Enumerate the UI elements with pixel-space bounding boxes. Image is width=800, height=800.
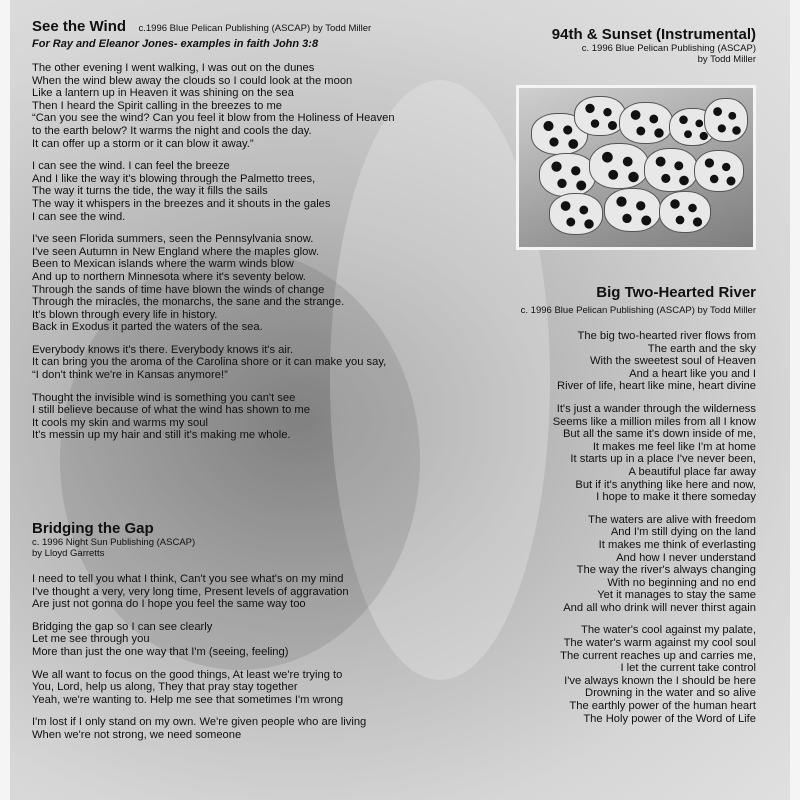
lyric-line: It's blown through every life in history. [32, 308, 218, 321]
shell-image [549, 193, 603, 235]
stanza [32, 392, 462, 442]
lyrics [32, 62, 462, 442]
lyric-line: More than just the one way that I'm (seeing, feeling) [32, 645, 289, 658]
lyric-line: Through the sands of time have blown the winds of change [32, 283, 325, 296]
lyric-line: It cools my skin and warms my soul [32, 416, 208, 429]
song-see-the-wind [32, 18, 462, 442]
lyric-line: Seems like a million miles from all I know [552, 415, 756, 428]
stanza [436, 403, 756, 504]
lyric-line: The water's cool against my palate, [580, 624, 756, 637]
stanza [32, 344, 462, 382]
lyric-line: It starts up in a place I've never been, [570, 453, 756, 466]
lyric-line: I'm lost if I only stand on my own. We're given people who are living [32, 716, 367, 729]
lyric-line: Back in Exodus it parted the waters of the sea. [32, 321, 263, 334]
seashells-photo [516, 85, 756, 250]
shell-image [704, 98, 748, 142]
stanza [436, 624, 756, 725]
lyric-line: And I like the way it's blowing through the Palmetto trees, [32, 172, 316, 185]
song-credit: c.1996 Blue Pelican Publishing (ASCAP) by Todd Miller [138, 23, 372, 34]
shell-image [694, 150, 744, 192]
shell-image [539, 153, 596, 197]
lyric-line: When we're not strong, we need someone [32, 728, 242, 741]
shell-image [644, 148, 698, 192]
left-column [32, 18, 462, 741]
song-title: 94th & Sunset (Instrumental) [551, 26, 756, 43]
stanza [32, 621, 366, 659]
lyric-line: With no beginning and no end [607, 576, 756, 589]
stanza [32, 233, 462, 334]
lyric-line: We all want to focus on the good things, At least we're trying to [32, 668, 343, 681]
lyric-line: And all who drink will never thirst again [563, 601, 756, 614]
lyric-line: I hope to make it there someday [596, 491, 756, 504]
lyric-line: I've always known the I should be here [564, 674, 756, 687]
lyric-line: I can see the wind. I can feel the breeze [32, 160, 230, 173]
lyric-line: The earthly power of the human heart [569, 700, 756, 713]
lyric-line: But all the same it's down inside of me, [562, 428, 756, 441]
lyric-line: I've seen Autumn in New England where the maples glow. [32, 245, 319, 258]
lyric-line: A beautiful place far away [628, 465, 756, 478]
lyric-line: The way the river's always changing [576, 564, 756, 577]
lyric-line: The Holy power of the Word of Life [583, 712, 756, 725]
lyric-line: The big two-hearted river flows from [577, 330, 756, 342]
lyric-line: I still believe because of what the wind has shown to me [32, 404, 310, 417]
lyric-line: “I don't think we're in Kansas anymore!” [32, 369, 228, 382]
lyric-line: The current reaches up and carries me, [560, 649, 756, 662]
song-title: Bridging the Gap [32, 520, 154, 537]
credit-line: by Lloyd Garretts [32, 548, 105, 559]
lyric-line: And I'm still dying on the land [610, 526, 756, 539]
credit-line: by Todd Miller [697, 54, 756, 65]
lyric-line: Bridging the gap so I can see clearly [32, 620, 213, 633]
lyric-line: It's messin up my hair and still it's making me whole. [32, 429, 291, 442]
lyric-line: The other evening I went walking, I was out on the dunes [32, 62, 315, 74]
lyric-line: The earth and the sky [647, 342, 756, 355]
lyric-line: With the sweetest soul of Heaven [589, 355, 756, 368]
right-column [456, 26, 756, 725]
song-credit: c. 1996 Blue Pelican Publishing (ASCAP) by Todd Miller [520, 305, 756, 316]
stanza [32, 716, 366, 741]
song-credit [32, 537, 366, 559]
shell-image [604, 188, 661, 232]
shell-image [659, 191, 711, 233]
lyric-line: It's just a wander through the wilderness [556, 402, 756, 415]
lyric-line: Yeah, we're wanting to. Help me see that sometimes I'm wrong [32, 693, 344, 706]
lyrics [32, 573, 366, 742]
stanza [436, 330, 756, 393]
credit-line: c. 1996 Night Sun Publishing (ASCAP) [32, 537, 196, 548]
lyric-line: Through the miracles, the monarchs, the sane and the strange. [32, 296, 345, 309]
lyric-line: I've seen Florida summers, seen the Pennsylvania snow. [32, 233, 314, 246]
lyric-line: I've thought a very, very long time, Present levels of aggravation [32, 585, 349, 598]
lyric-line: It can bring you the aroma of the Carolina shore or it can make you say, [32, 356, 387, 369]
lyric-line: Yet it manages to stay the same [597, 589, 756, 602]
lyric-line: River of life, heart like mine, heart divine [557, 380, 756, 393]
lyric-line: Are just not gonna do I hope you feel the same way too [32, 598, 306, 611]
shell-image [589, 143, 649, 189]
lyric-line: Everybody knows it's there. Everybody knows it's air. [32, 343, 294, 356]
lyric-line: The way it turns the tide, the way it fills the sails [32, 185, 268, 198]
stanza [32, 573, 366, 611]
song-bridging-the-gap [32, 520, 366, 742]
shell-image [574, 96, 626, 136]
stanza [32, 669, 366, 707]
lyric-line: But if it's anything like here and now, [575, 478, 756, 491]
lyrics [436, 330, 756, 725]
lyric-line: Thought the invisible wind is something you can't see [32, 391, 296, 404]
lyric-line: And a heart like you and I [629, 367, 756, 380]
credit-line: c. 1996 Blue Pelican Publishing (ASCAP) [581, 43, 756, 54]
lyric-line: It can offer up a storm or it can blow it away.” [32, 137, 254, 150]
lyric-line: Then I heard the Spirit calling in the breezes to me [32, 99, 282, 112]
lyric-line: Like a lantern up in Heaven it was shining on the sea [32, 87, 294, 100]
lyric-line: Drowning in the water and so alive [584, 687, 756, 700]
song-title: Big Two-Hearted River [596, 284, 756, 301]
song-dedication: For Ray and Eleanor Jones- examples in faith John 3:8 [32, 38, 319, 50]
stanza [32, 62, 462, 150]
stanza [436, 514, 756, 615]
song-big-two-hearted-river [436, 284, 756, 725]
lyric-line: I can see the wind. [32, 210, 126, 223]
lyric-line: You, Lord, help us along, They that pray stay together [32, 681, 298, 694]
lyric-line: And up to northern Minnesota where it's seventy below. [32, 270, 306, 283]
lyric-line: The water's warm against my cool soul [563, 637, 756, 650]
lyric-line: I let the current take control [620, 662, 756, 675]
lyric-line: The way it whispers in the breezes and it shouts in the gales [32, 197, 331, 210]
lyric-line: And how I never understand [616, 551, 756, 564]
song-title: See the Wind [32, 18, 127, 35]
lyric-line: The waters are alive with freedom [588, 513, 756, 526]
lyric-line: It makes me feel like I'm at home [592, 440, 756, 453]
song-credit [456, 43, 756, 65]
stanza [32, 160, 462, 223]
song-94th-and-sunset [456, 26, 756, 65]
lyric-line: Been to Mexican islands where the warm winds blow [32, 258, 294, 271]
lyric-line: It makes me think of everlasting [598, 538, 756, 551]
lyric-line: “Can you see the wind? Can you feel it blow from the Holiness of Heaven [32, 112, 395, 125]
lyric-line: I need to tell you what I think, Can't you see what's on my mind [32, 573, 344, 585]
lyric-line: When the wind blew away the clouds so I could look at the moon [32, 74, 353, 87]
lyric-line: Let me see through you [32, 633, 150, 646]
shell-image [619, 102, 673, 144]
lyric-line: to the earth below? It warms the night and cools the day. [32, 124, 312, 137]
